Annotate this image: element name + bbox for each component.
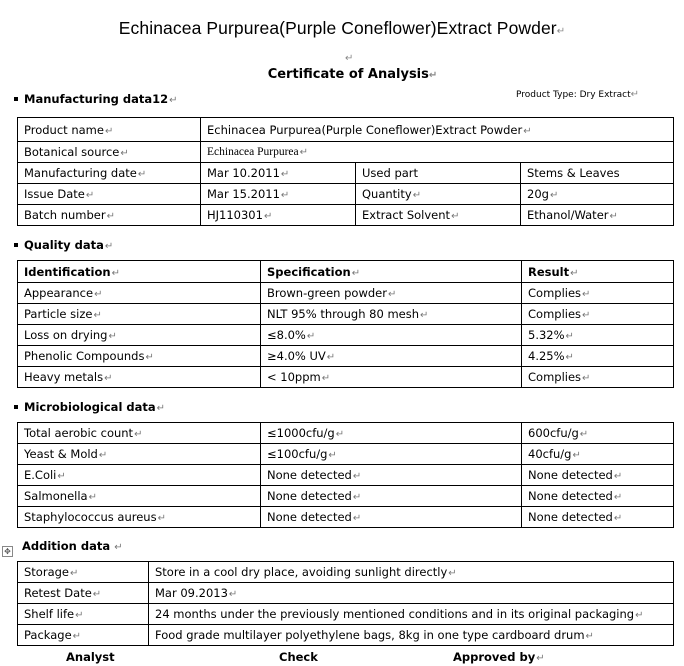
table-row: [18, 325, 674, 346]
cell: 5.32%↵: [522, 325, 674, 346]
section-heading-quality: Quality data↵: [14, 238, 113, 252]
cell: None detected↵: [522, 507, 674, 528]
signature-approved-by: Approved by↵: [453, 650, 545, 664]
cell: Appearance↵: [18, 283, 261, 304]
table-row: [18, 205, 674, 226]
cell: None detected↵: [522, 465, 674, 486]
table-row: [18, 583, 674, 604]
cell: None detected↵: [522, 486, 674, 507]
table-row: [18, 304, 674, 325]
certificate-heading: Certificate of Analysis↵: [267, 67, 438, 82]
document-title: Echinacea Purpurea(Purple Coneflower)Extract Powder↵: [118, 18, 566, 38]
cell: None detected↵: [261, 465, 522, 486]
section-heading-addition: Addition data ↵: [22, 539, 123, 553]
section-heading-microbiological: Microbiological data↵: [14, 400, 165, 414]
table-row: [18, 423, 674, 444]
cell: Botanical source↵: [18, 142, 201, 163]
cell: Quantity↵: [356, 184, 521, 205]
cell: 20g↵: [521, 184, 674, 205]
addition-table: [17, 561, 674, 646]
cell: Phenolic Compounds↵: [18, 346, 261, 367]
cell: Brown-green powder↵: [261, 283, 522, 304]
microbiological-table: [17, 422, 674, 528]
cell: 600cfu/g↵: [522, 423, 674, 444]
cell: Used part: [356, 163, 521, 184]
manufacturing-table: [17, 117, 674, 226]
cell: 24 months under the previously mentioned conditions and in its original packaging↵: [149, 604, 674, 625]
signature-check: Check: [279, 650, 318, 664]
cell: Manufacturing date↵: [18, 163, 201, 184]
column-header: Specification↵: [261, 261, 522, 283]
cell: Extract Solvent↵: [356, 205, 521, 226]
quality-table: [17, 260, 674, 388]
table-row: [18, 163, 674, 184]
cell: Total aerobic count↵: [18, 423, 261, 444]
cell: Product name↵: [18, 118, 201, 142]
cell: Storage↵: [18, 562, 149, 583]
cell: Loss on drying↵: [18, 325, 261, 346]
cell: Food grade multilayer polyethylene bags, 8kg in one type cardboard drum↵: [149, 625, 674, 646]
cell: Issue Date↵: [18, 184, 201, 205]
cell: HJ110301↵: [201, 205, 356, 226]
cell: ≤100cfu/g↵: [261, 444, 522, 465]
table-row: [18, 118, 674, 142]
table-row: [18, 562, 674, 583]
table-header-row: [18, 261, 674, 283]
cell: 40cfu/g↵: [522, 444, 674, 465]
cell: Retest Date↵: [18, 583, 149, 604]
table-row: [18, 184, 674, 205]
cell: Particle size↵: [18, 304, 261, 325]
cell: E.Coli↵: [18, 465, 261, 486]
cell: < 10ppm↵: [261, 367, 522, 388]
column-header: Result↵: [522, 261, 674, 283]
cell: ≤1000cfu/g↵: [261, 423, 522, 444]
table-row: [18, 507, 674, 528]
cell: Batch number↵: [18, 205, 201, 226]
cell: Staphylococcus aureus↵: [18, 507, 261, 528]
table-row: [18, 465, 674, 486]
table-row: [18, 346, 674, 367]
cell: Echinacea Purpurea(Purple Coneflower)Extract Powder↵: [201, 118, 674, 142]
cell: Mar 09.2013↵: [149, 583, 674, 604]
cell: Ethanol/Water↵: [521, 205, 674, 226]
cell: Echinacea Purpurea↵: [201, 142, 674, 163]
cell: Stems & Leaves: [521, 163, 674, 184]
paragraph-mark: ↵: [345, 53, 354, 64]
cell: None detected↵: [261, 486, 522, 507]
table-row: [18, 625, 674, 646]
cell: None detected↵: [261, 507, 522, 528]
cell: Mar 10.2011↵: [201, 163, 356, 184]
cell: Mar 15.2011↵: [201, 184, 356, 205]
column-header: Identification↵: [18, 261, 261, 283]
table-row: [18, 444, 674, 465]
table-move-handle-icon[interactable]: ✥: [2, 546, 13, 557]
cell: Package↵: [18, 625, 149, 646]
section-heading-manufacturing: Manufacturing data12↵: [14, 92, 178, 106]
cell: Shelf life↵: [18, 604, 149, 625]
cell: Yeast & Mold↵: [18, 444, 261, 465]
table-row: [18, 367, 674, 388]
table-row: [18, 604, 674, 625]
table-row: [18, 486, 674, 507]
cell: Complies↵: [522, 367, 674, 388]
cell: Heavy metals↵: [18, 367, 261, 388]
table-row: [18, 283, 674, 304]
cell: ≥4.0% UV↵: [261, 346, 522, 367]
cell: Complies↵: [522, 283, 674, 304]
cell: ≤8.0%↵: [261, 325, 522, 346]
cell: 4.25%↵: [522, 346, 674, 367]
table-row: [18, 142, 674, 163]
cell: Salmonella↵: [18, 486, 261, 507]
cell: Store in a cool dry place, avoiding sunlight directly↵: [149, 562, 674, 583]
cell: NLT 95% through 80 mesh↵: [261, 304, 522, 325]
product-type: Product Type: Dry Extract↵: [516, 89, 640, 100]
cell: Complies↵: [522, 304, 674, 325]
signature-analyst: Analyst: [66, 650, 115, 664]
